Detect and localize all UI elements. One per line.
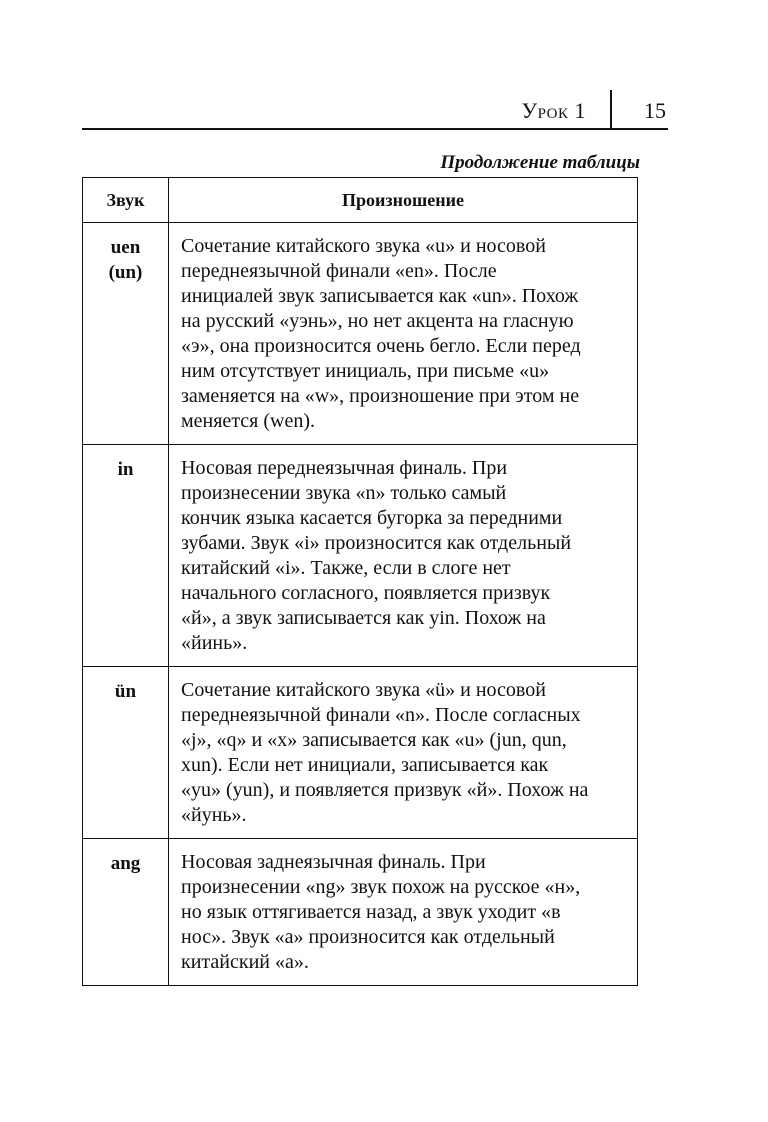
description-line: переднеязычной финали «en». После (181, 260, 497, 282)
sound-cell (83, 839, 169, 986)
page-number: 15 (644, 98, 666, 123)
description-cell (169, 667, 638, 839)
sound-label: ün (114, 681, 137, 702)
description-line: Носовая заднеязычная финаль. При (181, 851, 486, 873)
sound-label: ang (110, 853, 141, 874)
description-line: меняется (wen). (181, 410, 316, 432)
description-line: «yu» (yun), и появляется призвук «й». Похож на (181, 779, 589, 801)
column-header-sound: Звук (83, 178, 169, 223)
description-line: на русский «уэнь», но нет акцента на гласную (181, 310, 574, 332)
description-line: заменяется на «w», произношение при этом не (181, 385, 580, 407)
running-header (82, 90, 668, 130)
sound-alt-label: (un) (108, 262, 143, 283)
sound-label: uen (110, 237, 141, 258)
description-line: произнесении «ng» звук похож на русское «н», (181, 876, 581, 898)
description-line: китайский «i». Также, если в слоге нет (181, 557, 511, 579)
header-divider (610, 90, 612, 128)
sound-cell (83, 223, 169, 445)
table-header-row (83, 178, 638, 223)
description-line: «э», она произносится очень бегло. Если перед (181, 335, 581, 357)
description-line: Носовая переднеязычная финаль. При (181, 457, 508, 479)
description-cell (169, 223, 638, 445)
lesson-title: Урок 1 (521, 98, 586, 123)
pronunciation-table (82, 177, 638, 986)
sound-cell (83, 445, 169, 667)
description-line: xun). Если нет инициали, записывается как (181, 754, 549, 776)
column-header-pronunciation: Произношение (169, 178, 638, 223)
description-line: Сочетание китайского звука «ü» и носовой (181, 679, 546, 701)
description-line: переднеязычной финали «n». После согласных (181, 704, 581, 726)
description-line: ним отсутствует инициаль, при письме «u» (181, 360, 550, 382)
table-row (83, 223, 638, 445)
description-line: кончик языка касается бугорка за передними (181, 507, 563, 529)
description-line: «j», «q» и «x» записывается как «u» (jun, qun, (181, 729, 567, 751)
description-line: «йунь». (181, 804, 247, 826)
table-row (83, 839, 638, 986)
description-line: инициалей звук записывается как «un». Похож (181, 285, 579, 307)
table-row (83, 445, 638, 667)
description-line: китайский «а». (181, 951, 309, 973)
sound-cell (83, 667, 169, 839)
description-line: нос». Звук «а» произносится как отдельный (181, 926, 555, 948)
description-cell (169, 445, 638, 667)
description-line: «йинь». (181, 632, 248, 654)
description-line: зубами. Звук «i» произносится как отдельный (181, 532, 572, 554)
table-row (83, 667, 638, 839)
description-line: начального согласного, появляется призвук (181, 582, 551, 604)
description-cell (169, 839, 638, 986)
description-line: произнесении звука «n» только самый (181, 482, 507, 504)
sound-label: in (117, 459, 134, 480)
table-caption: Продолжение таблицы (440, 152, 640, 173)
description-line: «й», а звук записывается как yin. Похож на (181, 607, 546, 629)
description-line: но язык оттягивается назад, а звук уходит «в (181, 901, 561, 923)
description-line: Сочетание китайского звука «u» и носовой (181, 235, 546, 257)
